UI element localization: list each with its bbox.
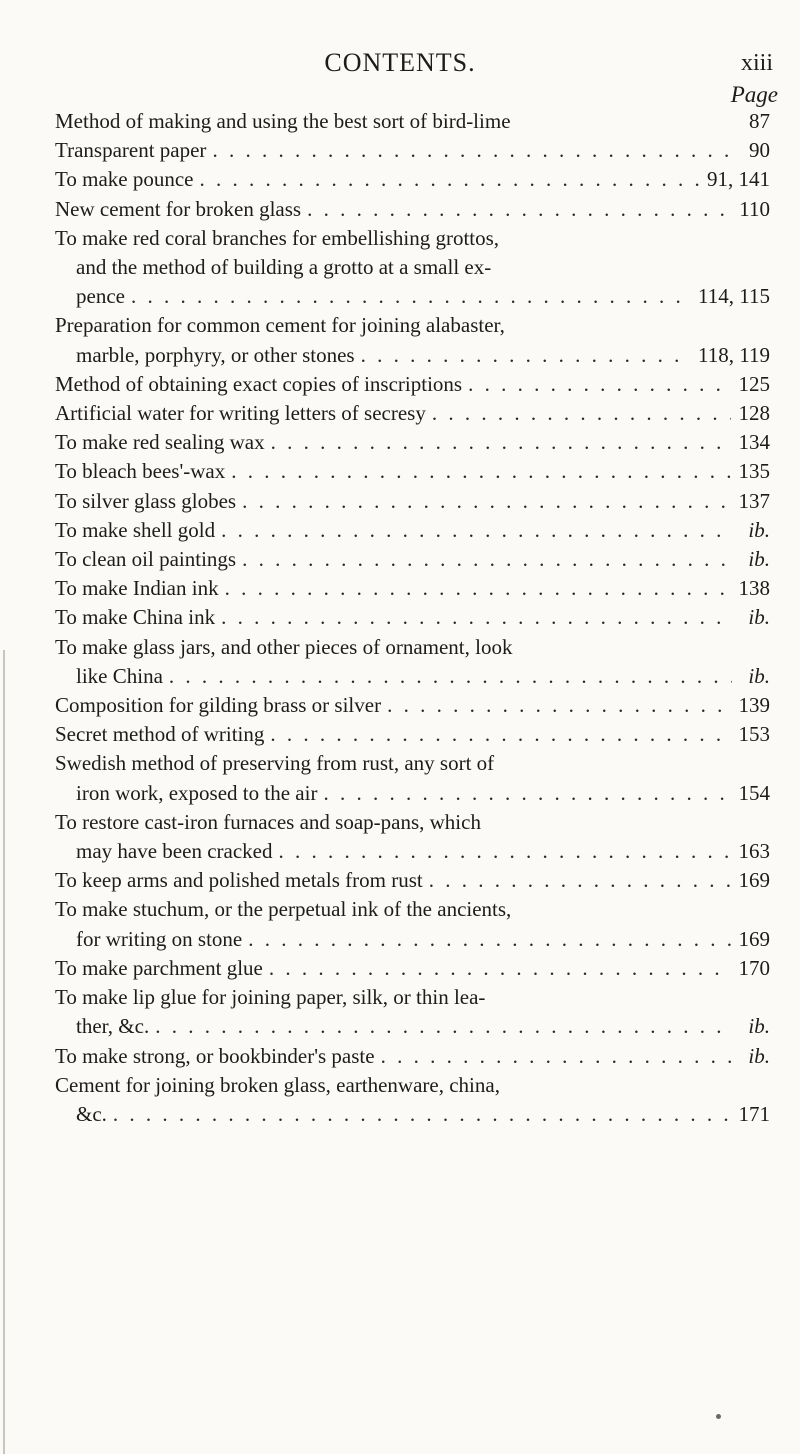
toc-entry-line [55,341,770,370]
leader-dots [199,165,699,194]
leader-dots [225,574,731,603]
toc-entry [55,1042,770,1071]
toc-entry [55,195,770,224]
page-edge-rule [3,650,5,1454]
page-column-label: Page [730,82,778,107]
toc-entry-page: 90 [749,138,770,163]
toc-entry-line [55,253,770,282]
toc-entry-title: Swedish method of preserving from rust, any sort of [55,751,495,776]
leader-dots [323,779,730,808]
toc-entry-line [55,983,770,1012]
toc-entry-line [55,691,770,720]
toc-entry [55,720,770,749]
toc-entry-title: To make glass jars, and other pieces of ornament, look [55,634,513,659]
toc-entry-line [55,954,770,983]
toc-entry-line [55,749,770,778]
leader-dots [429,866,731,895]
toc-entry-title: To keep arms and polished metals from rust [55,868,423,893]
toc-entry-page: 114, 115 [698,284,770,309]
toc-entry [55,224,770,312]
toc-entry [55,954,770,983]
leader-dots [269,954,731,983]
toc-entry-page: 87 [749,109,770,133]
toc-entry [55,487,770,516]
toc-entry-title: Artificial water for writing letters of secresy [55,401,426,426]
toc-entry-page: 153 [738,722,770,747]
toc-entry-page: 169 [738,926,770,951]
toc-entry-line [55,399,770,428]
toc-entry-line [55,545,770,574]
toc-entry-page: 163 [738,839,770,864]
ink-mark [716,1414,721,1419]
toc-entry-page: 169 [738,868,770,893]
toc-entry-title: marble, porphyry, or other stones [76,342,355,367]
toc-entry-title: To make pounce [55,167,194,192]
toc-entry-line [55,282,770,311]
toc-entry-title: ther, &c. [76,1014,150,1039]
toc-entry-page: 137 [738,488,770,513]
toc-entry [55,633,770,691]
leader-dots [432,399,731,428]
contents-list [55,107,770,1129]
toc-entry-title: Method of obtaining exact copies of inscriptions [55,371,463,396]
toc-entry [55,749,770,807]
toc-entry-page: 139 [738,693,770,718]
toc-entry-line [55,1012,770,1041]
leader-dots [131,282,690,311]
leader-dots [248,925,730,954]
toc-entry-page: 128 [738,401,770,426]
toc-entry [55,545,770,574]
toc-entry-line [55,662,770,691]
leader-dots [242,545,732,574]
leader-dots [221,603,732,632]
toc-entry [55,457,770,486]
toc-entry-page: 154 [738,780,770,805]
toc-entry-line [55,720,770,749]
toc-entry-title: Method of making and using the best sort of bird-lime [55,109,511,133]
toc-entry-page: ib. [748,605,770,630]
page-number: xiii [740,50,773,76]
leader-dots [113,1100,731,1129]
toc-entry-line [55,311,770,340]
toc-entry-page: 91, 141 [707,167,770,192]
toc-entry-line [55,779,770,808]
toc-entry-line [55,457,770,486]
toc-entry-title: To make red sealing wax [55,430,265,455]
leader-dots [271,428,731,457]
toc-entry-title: New cement for broken glass [55,196,302,221]
toc-entry-title: and the method of building a grotto at a small ex- [76,255,492,280]
toc-entry-title: pence [76,284,125,309]
toc-entry-page: 171 [738,1101,770,1126]
toc-entry-line [55,136,770,165]
toc-entry-page: ib. [748,1043,770,1068]
toc-entry-line [55,107,770,136]
leader-dots [361,341,690,370]
toc-entry [55,370,770,399]
toc-entry-page: 110 [739,196,770,221]
toc-entry-line [55,428,770,457]
page-title: CONTENTS. [324,48,476,77]
leader-dots [169,662,732,691]
leader-dots [278,837,730,866]
toc-entry-title: like China [76,663,163,688]
toc-entry-line [55,516,770,545]
toc-entry-page: ib. [748,547,770,572]
leader-dots [231,457,730,486]
toc-entry-line [55,1042,770,1071]
toc-entry-title: may have been cracked [76,839,273,864]
toc-entry-title: Cement for joining broken glass, earthenware, china, [55,1072,500,1097]
toc-entry [55,136,770,165]
toc-entry-title: To clean oil paintings [55,547,237,572]
toc-entry-line [55,1100,770,1129]
toc-entry-title: To make shell gold [55,517,216,542]
toc-entry-line [55,808,770,837]
toc-entry-title: To silver glass globes [55,488,237,513]
leader-dots [242,487,730,516]
toc-entry-page: 138 [738,576,770,601]
toc-entry [55,574,770,603]
toc-entry-line [55,195,770,224]
toc-entry-line [55,1071,770,1100]
toc-entry-line [55,837,770,866]
leader-dots [270,720,730,749]
toc-entry-title: To make parchment glue [55,955,263,980]
toc-entry-title: Preparation for common cement for joining alabaster, [55,313,505,338]
toc-entry-title: To make lip glue for joining paper, silk, or thin lea- [55,985,486,1010]
toc-entry-page: 125 [738,371,770,396]
toc-entry-title: iron work, exposed to the air [76,780,318,805]
toc-entry-title: To make China ink [55,605,216,630]
toc-entry-title: To make Indian ink [55,576,219,601]
toc-entry-line [55,603,770,632]
toc-entry-page: ib. [748,517,770,542]
toc-entry [55,399,770,428]
toc-entry [55,428,770,457]
toc-entry [55,603,770,632]
toc-entry-title: To restore cast-iron furnaces and soap-pans, which [55,809,481,834]
toc-entry [55,1071,770,1129]
toc-entry-line [55,925,770,954]
toc-entry [55,895,770,953]
toc-entry-line [55,370,770,399]
toc-entry-title: To make red coral branches for embellishing grottos, [55,225,500,250]
toc-entry-page: 118, 119 [698,342,770,367]
toc-entry-page: 134 [738,430,770,455]
toc-entry-line [55,487,770,516]
leader-dots [468,370,730,399]
toc-entry [55,516,770,545]
toc-entry-title: &c. [76,1101,107,1126]
toc-entry [55,983,770,1041]
toc-entry-title: for writing on stone [76,926,243,951]
leader-dots [307,195,731,224]
toc-entry-line [55,574,770,603]
toc-entry-page: 170 [738,955,770,980]
toc-entry-title: Secret method of writing [55,722,265,747]
toc-entry-title: Composition for gilding brass or silver [55,693,382,718]
toc-entry [55,107,770,136]
toc-entry-line [55,895,770,924]
leader-dots [221,516,732,545]
toc-entry [55,808,770,866]
toc-entry [55,165,770,194]
toc-entry-title: To bleach bees'-wax [55,459,226,484]
toc-entry-line [55,866,770,895]
toc-entry-line [55,224,770,253]
toc-entry-page: 135 [738,459,770,484]
toc-entry-page: ib. [748,1014,770,1039]
toc-entry [55,691,770,720]
toc-entry-title: To make strong, or bookbinder's paste [55,1043,375,1068]
leader-dots [155,1012,732,1041]
leader-dots [212,136,732,165]
toc-entry-page: ib. [748,663,770,688]
toc-entry-title: Transparent paper [55,138,207,163]
toc-entry [55,866,770,895]
toc-entry [55,311,770,369]
toc-entry-line [55,165,770,194]
leader-dots [387,691,730,720]
leader-dots [381,1042,732,1071]
toc-entry-title: To make stuchum, or the perpetual ink of the ancients, [55,897,512,922]
toc-entry-line [55,633,770,662]
running-header [0,48,800,82]
